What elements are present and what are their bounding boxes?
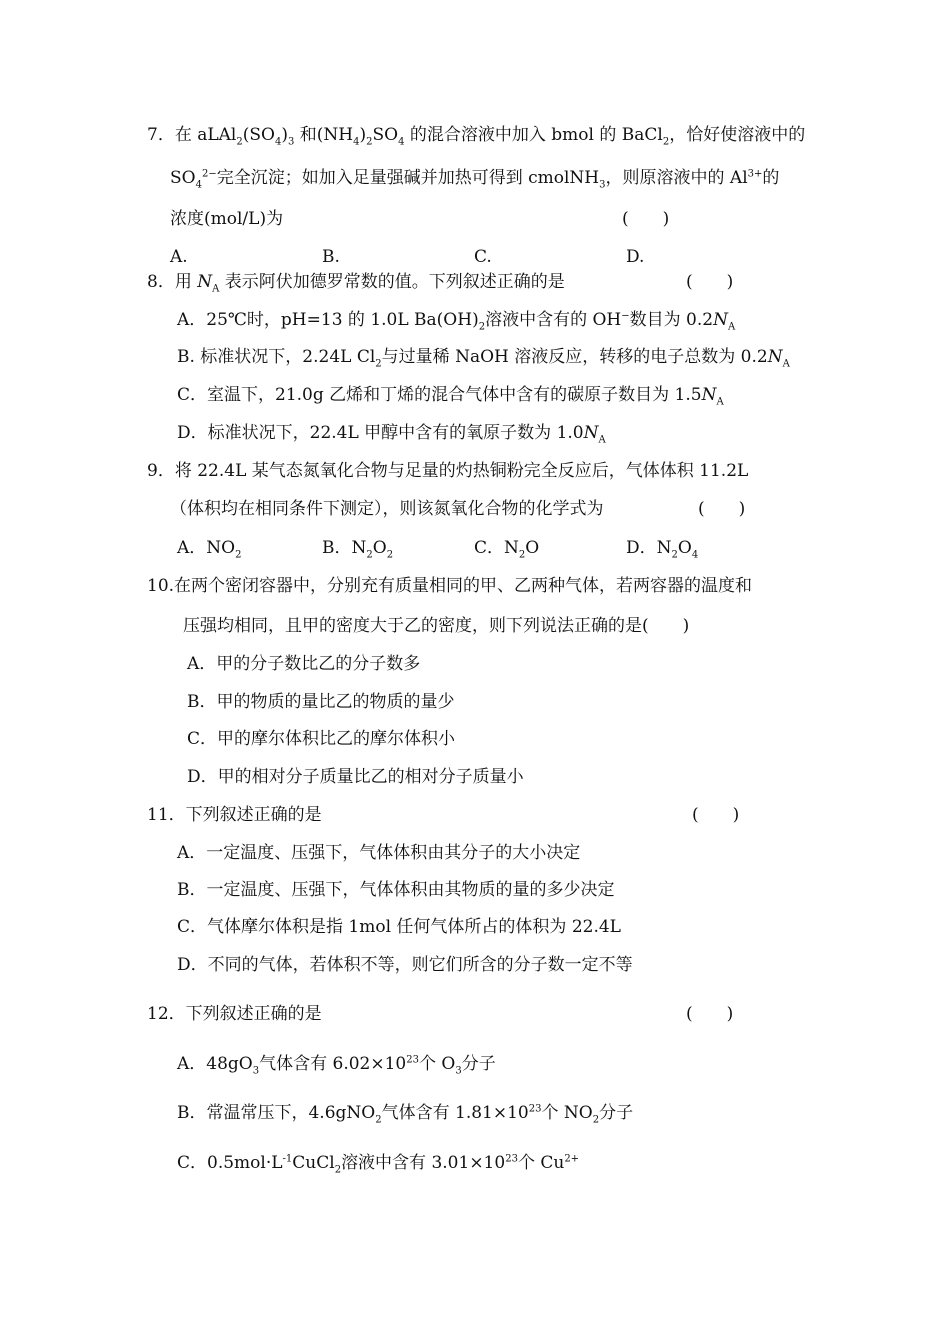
q7-option-c: C. (474, 247, 492, 267)
q12-answer-paren: ( ) (686, 1004, 734, 1024)
q10-option-d: D．甲的相对分子质量比乙的相对分子质量小 (187, 767, 524, 787)
q12-stem: 12．下列叙述正确的是 (147, 1004, 322, 1024)
q8-option-d: D．标准状况下，22.4L 甲醇中含有的氧原子数为 $1.0N_A$ (177, 423, 606, 446)
q10-option-a: A．甲的分子数比乙的分子数多 (187, 654, 421, 674)
q11-answer-paren: ( ) (692, 805, 740, 825)
q8-option-b: B. 标准状况下，2.24L $Cl_2$与过量稀 NaOH 溶液反应，转移的电子总数为 $0.2N_A$ (177, 347, 790, 370)
q7-option-a: A. (170, 247, 188, 267)
q9-line-1: 9．将 22.4L 某气态氮氧化合物与足量的灼热铜粉完全反应后，气体体积 11.2L (147, 461, 749, 481)
q8-option-c: C．室温下，21.0g 乙烯和丁烯的混合气体中含有的碳原子数目为 $1.5N_A$ (177, 385, 724, 408)
q10-option-c: C．甲的摩尔体积比乙的摩尔体积小 (187, 729, 456, 749)
q7-line-2: $SO_4^{2-}$完全沉淀；如加入足量强碱并加热可得到 cmolNH$_3$，则原溶液中的 $Al^{3+}$的 (170, 168, 780, 191)
q9-option-c: C．$N_2O$ (474, 538, 540, 561)
q11-option-c: C．气体摩尔体积是指 1mol 任何气体所占的体积为 22.4L (177, 917, 621, 937)
q7-line-1: 7．在 $aLAl_2(SO_4)_3$ 和$(NH_4)_2SO_4$ 的混合溶液中加入 bmol 的 BaCl$_2$，恰好使溶液中的 (147, 125, 806, 148)
q7-answer-paren: ( ) (622, 209, 670, 229)
q9-option-d: D．$N_2O_4$ (626, 538, 699, 561)
q8-stem: 8．用 $N_A$ 表示阿伏加德罗常数的值。下列叙述正确的是 (147, 272, 565, 295)
q11-option-d: D．不同的气体，若体积不等，则它们所含的分子数一定不等 (177, 955, 633, 975)
q10-option-b: B．甲的物质的量比乙的物质的量少 (187, 692, 455, 712)
q9-option-b: B．$N_2O_2$ (322, 538, 394, 561)
q12-option-b: B．常温常压下，4.6gNO$_2$气体含有 $1.81\times 10^{23}$个 $NO_2$分子 (177, 1103, 634, 1126)
q7-option-b: B. (322, 247, 340, 267)
q8-answer-paren: ( ) (686, 272, 734, 292)
q11-option-b: B．一定温度、压强下，气体体积由其物质的量的多少决定 (177, 880, 615, 900)
q12-option-c: C．$0.5mol\cdot L^{-1}CuCl_2$溶液中含有 $3.01\times 10^{23}$个 $Cu^{2+}$ (177, 1153, 580, 1176)
q11-stem: 11．下列叙述正确的是 (147, 805, 322, 825)
q10-line-2: 压强均相同，且甲的密度大于乙的密度，则下列说法正确的是( ) (183, 616, 690, 636)
q10-line-1: 10.在两个密闭容器中，分别充有质量相同的甲、乙两种气体，若两容器的温度和 (147, 576, 753, 596)
q9-option-a: A．$NO_2$ (177, 538, 242, 561)
q8-option-a: A．25℃时，pH=13 的 1.0L $Ba(OH)_2$溶液中含有的 OH−数目为 $0.2N_A$ (177, 310, 736, 333)
q11-option-a: A．一定温度、压强下，气体体积由其分子的大小决定 (177, 843, 581, 863)
q12-option-a: A．$48gO_3$气体含有 $6.02\times 10^{23}$个 $O_3$分子 (177, 1054, 496, 1077)
q7-line-3: 浓度(mol/L)为 (170, 209, 284, 229)
q9-answer-paren: ( ) (698, 499, 746, 519)
q9-line-2: （体积均在相同条件下测定），则该氮氧化合物的化学式为 (170, 499, 604, 519)
q7-option-d: D. (626, 247, 645, 267)
